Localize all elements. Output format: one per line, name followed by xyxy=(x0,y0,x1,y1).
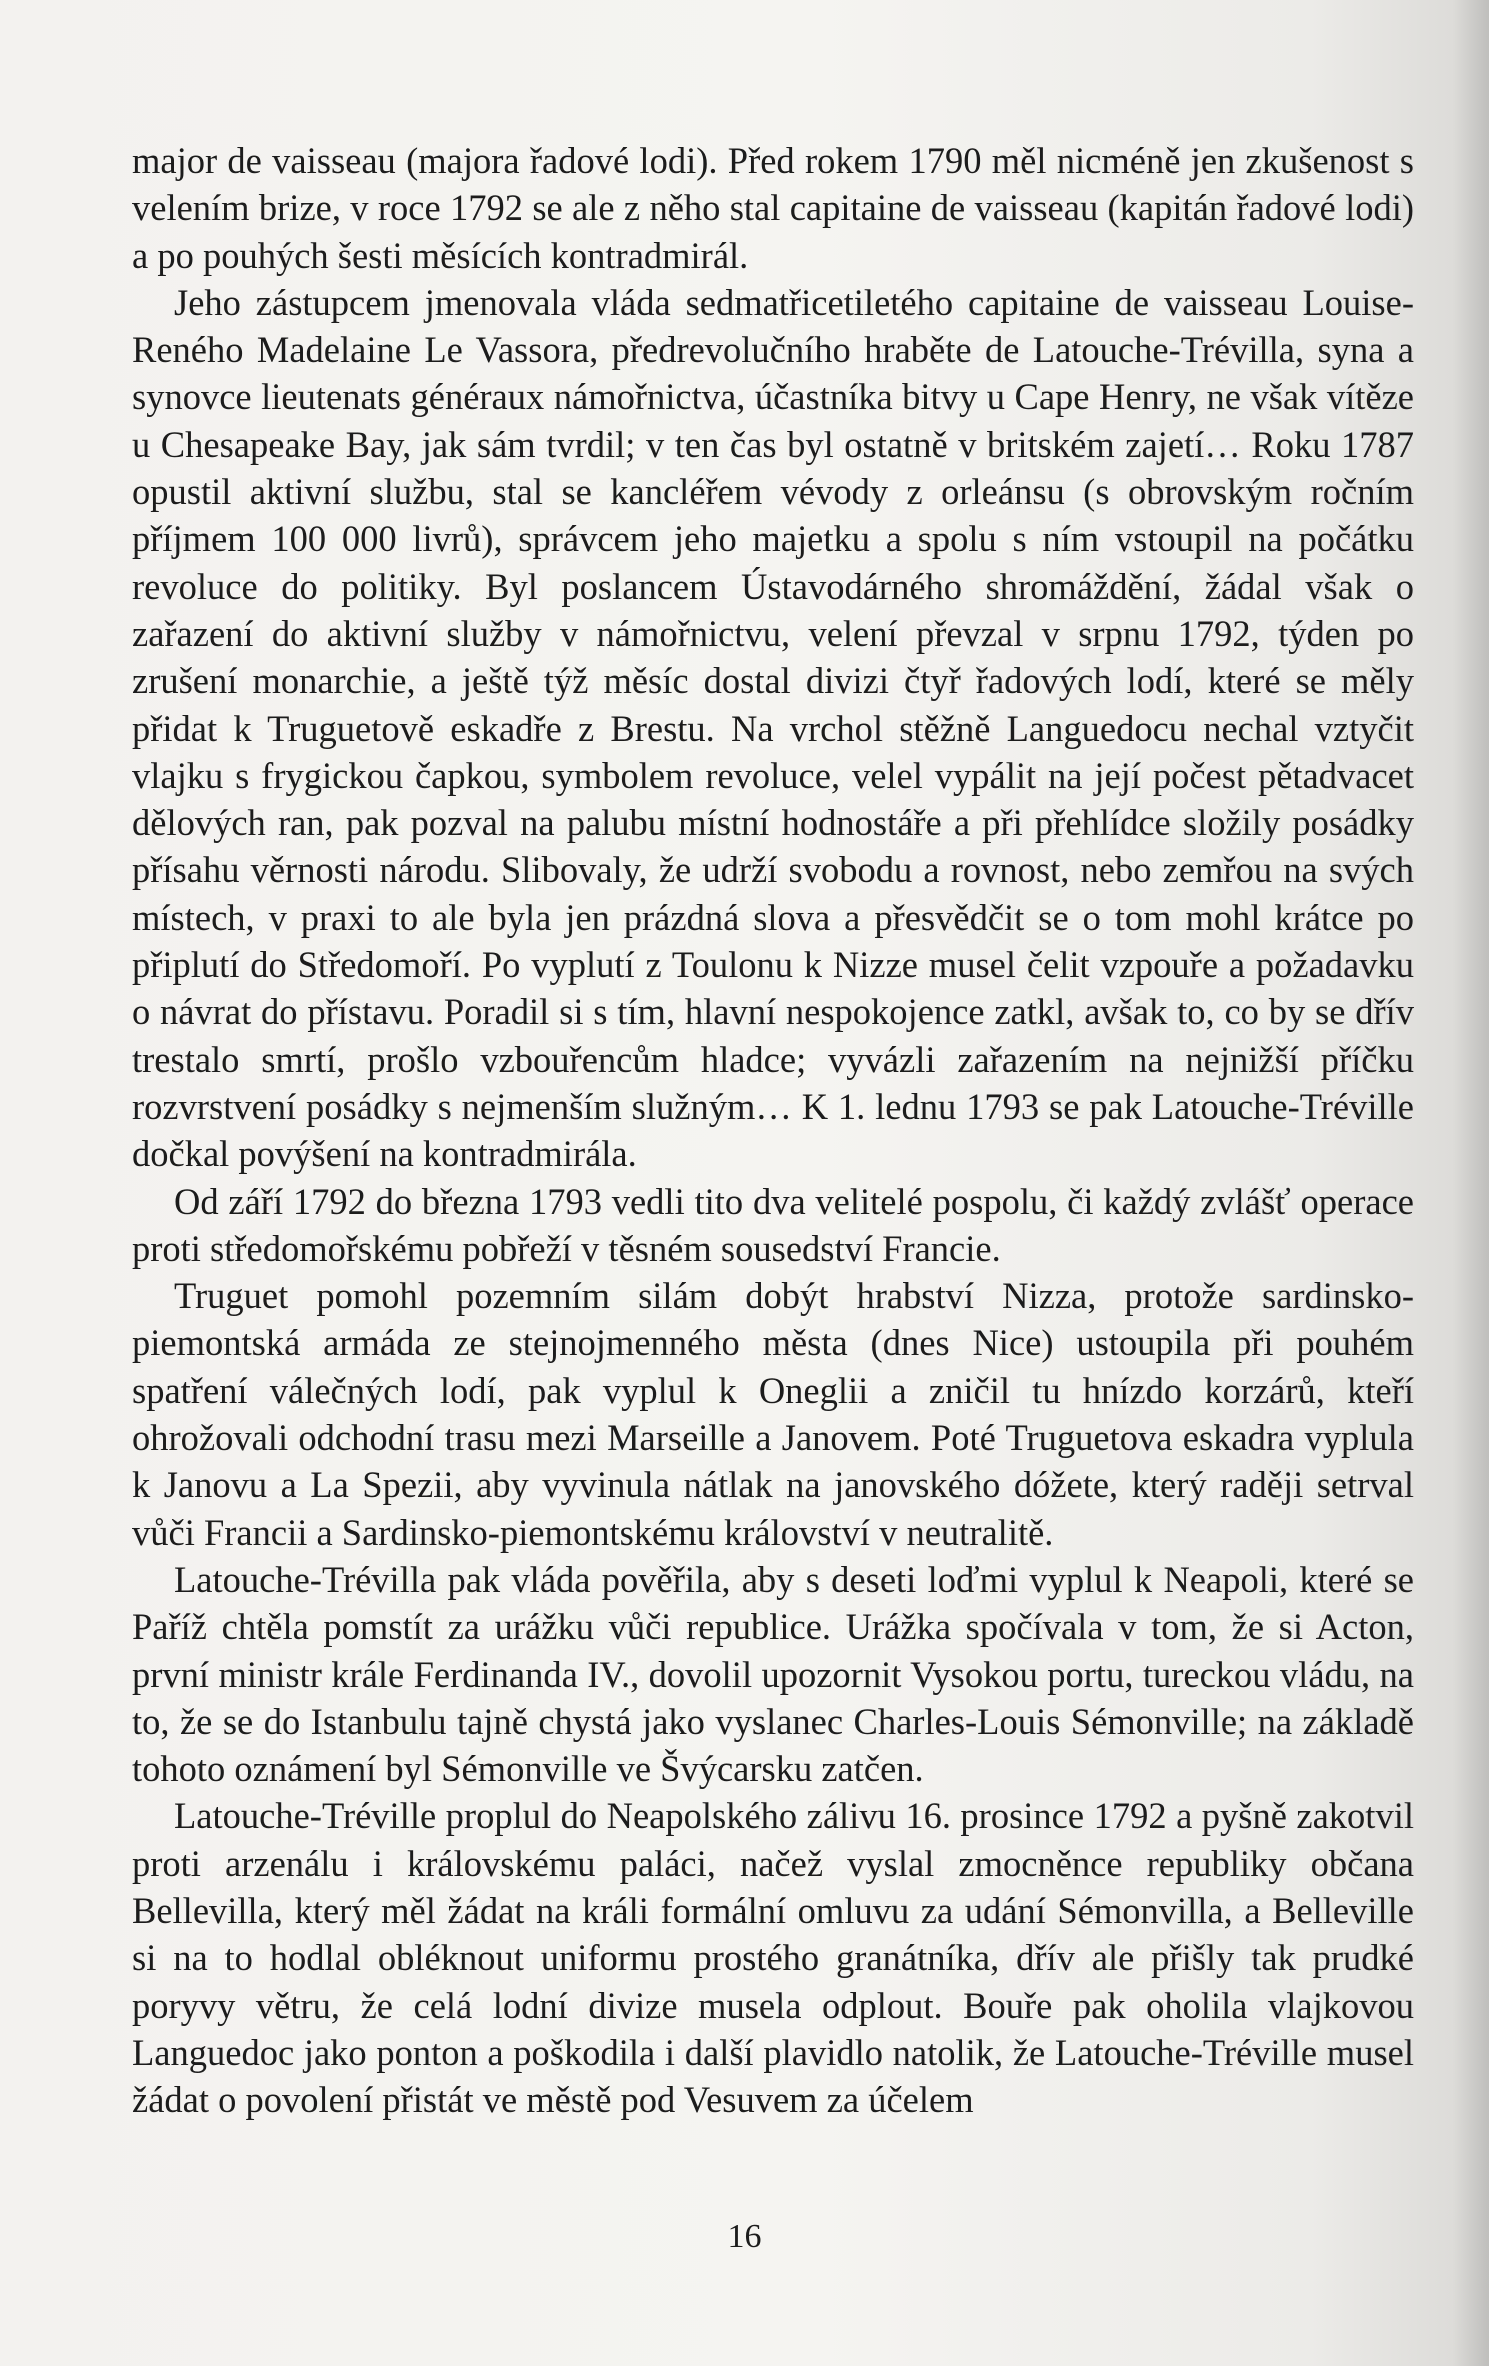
page-number: 16 xyxy=(727,2218,762,2255)
paragraph-2: Jeho zástupcem jmenovala vláda sedmatřicetiletého capitaine de vaisseau Louise-Reného Madelaine Le Vassora, předrevolučního hraběte de Latouche-Trévilla, syna a synovce lieutenats généraux námořnictva, účastníka bitvy u Cape Henry, ne však vítěze u Chesapeake Bay, jak sám tvrdil; v ten čas byl ostatně v britském zajetí… Roku 1787 opustil aktivní službu, stal se kancléřem vévody z orleánsu (s obrovským ročním příjmem 100 000 livrů), správcem jeho majetku a spolu s ním vstoupil na počátku revoluce do politiky. Byl poslancem Ústavodárného shromáždění, žádal však o zařazení do aktivní služby v námořnictvu, velení převzal v srpnu 1792, týden po zrušení monarchie, a ještě týž měsíc dostal divizi čtyř řadových lodí, které se měly přidat k Truguetově eskadře z Brestu. Na vrchol stěžně Languedocu nechal vztyčit vlajku s frygickou čapkou, symbolem revoluce, velel vypálit na její počest pětadvacet dělových ran, pak pozval na palubu místní hodnostáře a při přehlídce složily posádky přísahu věrnosti národu. Slibovaly, že udrží svobodu a rovnost, nebo zemřou na svých místech, v praxi to ale byla jen prázdná slova a přesvědčit se o tom mohl krátce po připlutí do Středomoří. Po vyplutí z Toulonu k Nizze musel čelit vzpouře a požadavku o návrat do přístavu. Poradil si s tím, hlavní nespokojence zatkl, avšak to, co by se dřív trestalo smrtí, prošlo vzbouřencům hladce; vyvázli zařazením na nejnižší příčku rozvrstvení posádky s nejmenším služným… K 1. lednu 1793 se pak Latouche-Tréville dočkal povýšení na kontradmirála. xyxy=(132,281,1414,1175)
paragraph-4: Truguet pomohl pozemním silám dobýt hrabství Nizza, protože sardinsko-piemontská armáda ze stejnojmenného města (dnes Nice) ustoupila při pouhém spatření válečných lodí, pak vyplul k Oneglii a zničil tu hnízdo korzárů, kteří ohrožovali odchodní trasu mezi Marseille a Janovem. Poté Truguetova eskadra vyplula k Janovu a La Spezii, aby vyvinula nátlak na janovského dóžete, který raději setrval vůči Francii a Sardinsko-piemontskému království v neutralitě. xyxy=(132,1275,1414,1553)
paragraph-5: Latouche-Trévilla pak vláda pověřila, aby s deseti loďmi vyplul k Neapoli, které se Paříž chtěla pomstít za urážku vůči republice. Urážka spočívala v tom, že si Acton, první ministr krále Ferdinanda IV., dovolil upozornit Vysokou portu, tureckou vládu, na to, že se do Istanbulu tajně chystá jako vyslanec Charles-Louis Sémonville; na základě tohoto oznámení byl Sémonville ve Švýcarsku zatčen. xyxy=(132,1558,1414,1790)
paragraph-6: Latouche-Tréville proplul do Neapolského zálivu 16. prosince 1792 a pyšně zakotvil proti arzenálu i královskému paláci, načež vyslal zmocněnce republiky občana Bellevilla, který měl žádat na králi formální omluvu za udání Sémonvilla, a Belleville si na to hodlal obléknout uniformu prostého granátníka, dřív ale přišly tak prudké poryvy větru, že celá lodní divize musela odplout. Bouře pak oholila vlajkovou Languedoc jako ponton a poškodila i další plavidlo natolik, že Latouche-Tréville musel žádat o povolení přistát ve městě pod Vesuvem za účelem xyxy=(132,1795,1414,2121)
paragraph-3: Od září 1792 do března 1793 vedli tito dva velitelé pospolu, či každý zvlášť operace proti středomořskému pobřeží v těsném sousedství Francie. xyxy=(132,1180,1414,1269)
page-edge-shadow xyxy=(1453,0,1489,2366)
paragraph-1: major de vaisseau (majora řadové lodi). Před rokem 1790 měl nicméně jen zkušenost s velením brize, v roce 1792 se ale z něho stal capitaine de vaisseau (kapitán řadové lodi) a po pouhých šesti měsících kontradmirál. xyxy=(132,140,1414,276)
body-text xyxy=(132,137,1414,2123)
